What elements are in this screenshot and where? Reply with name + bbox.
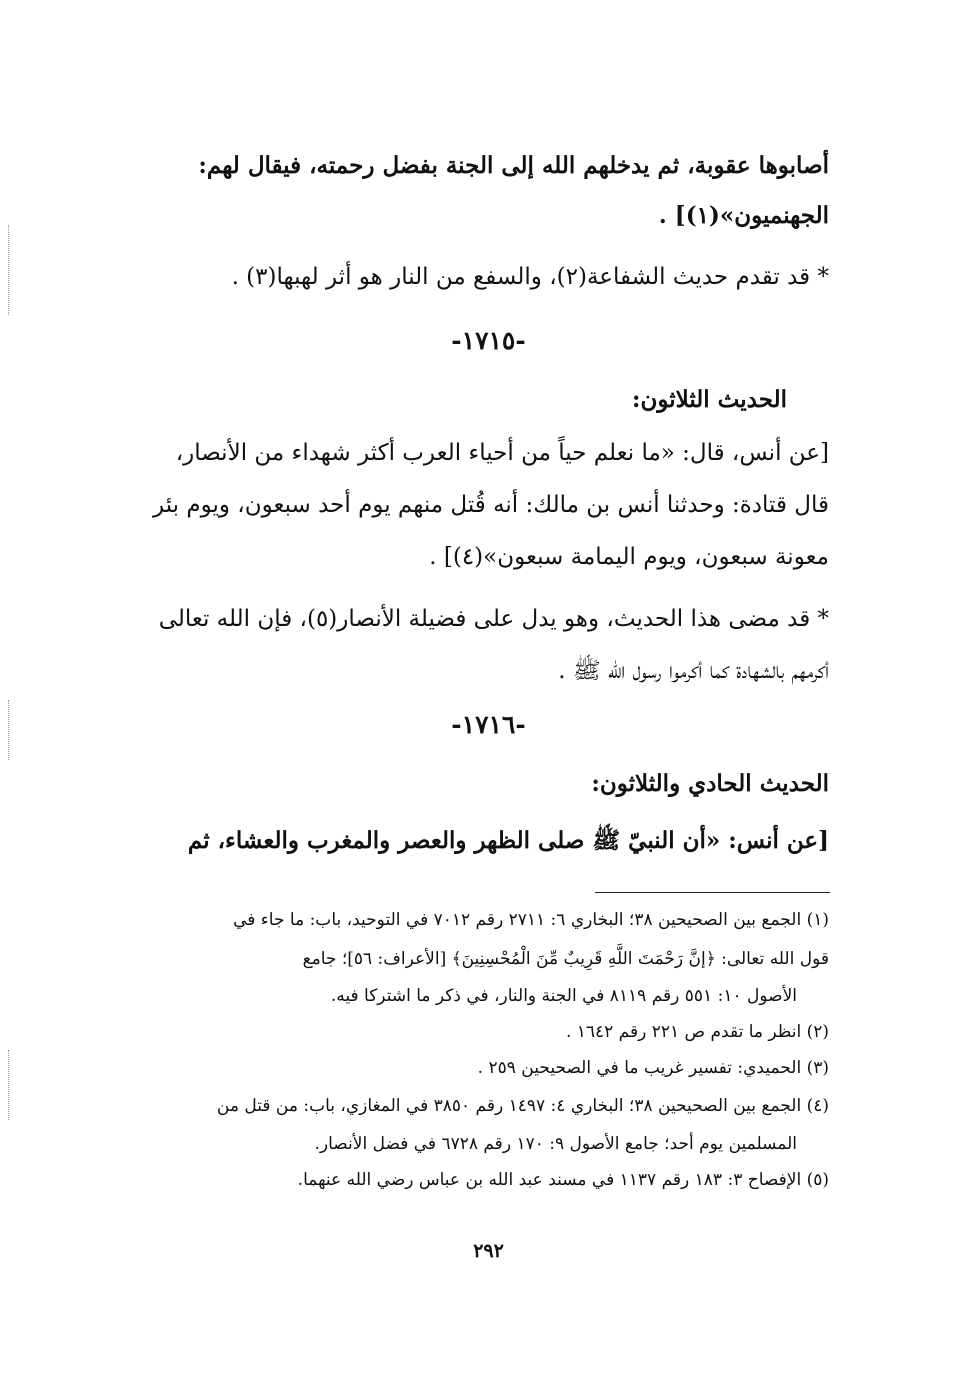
footnote-line: (٤) الجمع بين الصحيحين ٣٨؛ البخاري ٤: ١٤٩٧ رقم ٣٨٥٠ في المغازي، باب: من قتل من xyxy=(216,1096,829,1116)
footnote-line: (٥) الإفصاح ٣: ١٨٣ رقم ١١٣٧ في مسند عبد الله بن عباس رضي الله عنهما. xyxy=(297,1170,829,1190)
scan-edge-mark xyxy=(8,1050,9,1120)
paragraph-line: [عن أنس، قال: «ما نعلم حياً من أحياء العرب أكثر شهداء من الأنصار، xyxy=(175,440,829,466)
hadith-number: -١٧١٦- xyxy=(451,710,526,739)
commentary-line: * قد مضى هذا الحديث، وهو يدل على فضيلة الأنصار(٥)، فإن الله تعالى xyxy=(158,606,829,632)
section-heading: الحديث الثلاثون: xyxy=(631,386,787,413)
paragraph-line: [عن أنس: «أن النبيّ ﷺ صلى الظهر والعصر والمغرب والعشاء، ثم xyxy=(187,827,829,854)
paragraph-line: قال قتادة: وحدثنا أنس بن مالك: أنه قُتل منهم يوم أحد سبعون، ويوم بئر xyxy=(153,492,829,518)
footnote-line: الأصول ١٠: ٥٥١ رقم ٨١١٩ في الجنة والنار، في ذكر ما اشتركا فيه. xyxy=(330,986,797,1006)
footnote-line: المسلمين يوم أحد؛ جامع الأصول ٩: ١٧٠ رقم ٦٧٢٨ في فضل الأنصار. xyxy=(314,1134,797,1154)
footnote-line: (٢) انظر ما تقدم ص ٢٢١ رقم ١٦٤٢ . xyxy=(565,1022,829,1042)
paragraph-line: الجهنميون»(١)] . xyxy=(658,202,829,229)
footnote-line: قول الله تعالى: ﴿إنَّ رَحْمَتَ اللَّهِ قَرِيبٌ مِّنَ الْمُحْسِنِينَ﴾ [الأعراف: ٥٦]؛ جامع xyxy=(302,949,829,969)
footnote-line: (٣) الحميدي: تفسير غريب ما في الصحيحين ٢٥٩ . xyxy=(477,1058,829,1078)
commentary-line: * قد تقدم حديث الشفاعة(٢)، والسفع من النار هو أثر لهبها(٣) . xyxy=(231,264,829,290)
footnote-divider xyxy=(595,892,830,893)
page-number: ٢٩٢ xyxy=(473,1240,504,1262)
section-heading: الحديث الحادي والثلاثون: xyxy=(591,770,829,797)
scan-edge-mark xyxy=(8,225,9,315)
hadith-number: -١٧١٥- xyxy=(451,326,526,355)
paragraph-line: أصابوها عقوبة، ثم يدخلهم الله إلى الجنة بفضل رحمته، فيقال لهم: xyxy=(198,152,829,179)
footnote-line: (١) الجمع بين الصحيحين ٣٨؛ البخاري ٦: ٢٧١١ رقم ٧٠١٢ في التوحيد، باب: ما جاء في xyxy=(233,910,829,930)
paragraph-line: معونة سبعون، ويوم اليمامة سبعون»(٤)] . xyxy=(429,544,829,570)
commentary-line: أكرمهم بالشهادة كما أكرموا رسول الله ﷺ . xyxy=(558,658,829,684)
